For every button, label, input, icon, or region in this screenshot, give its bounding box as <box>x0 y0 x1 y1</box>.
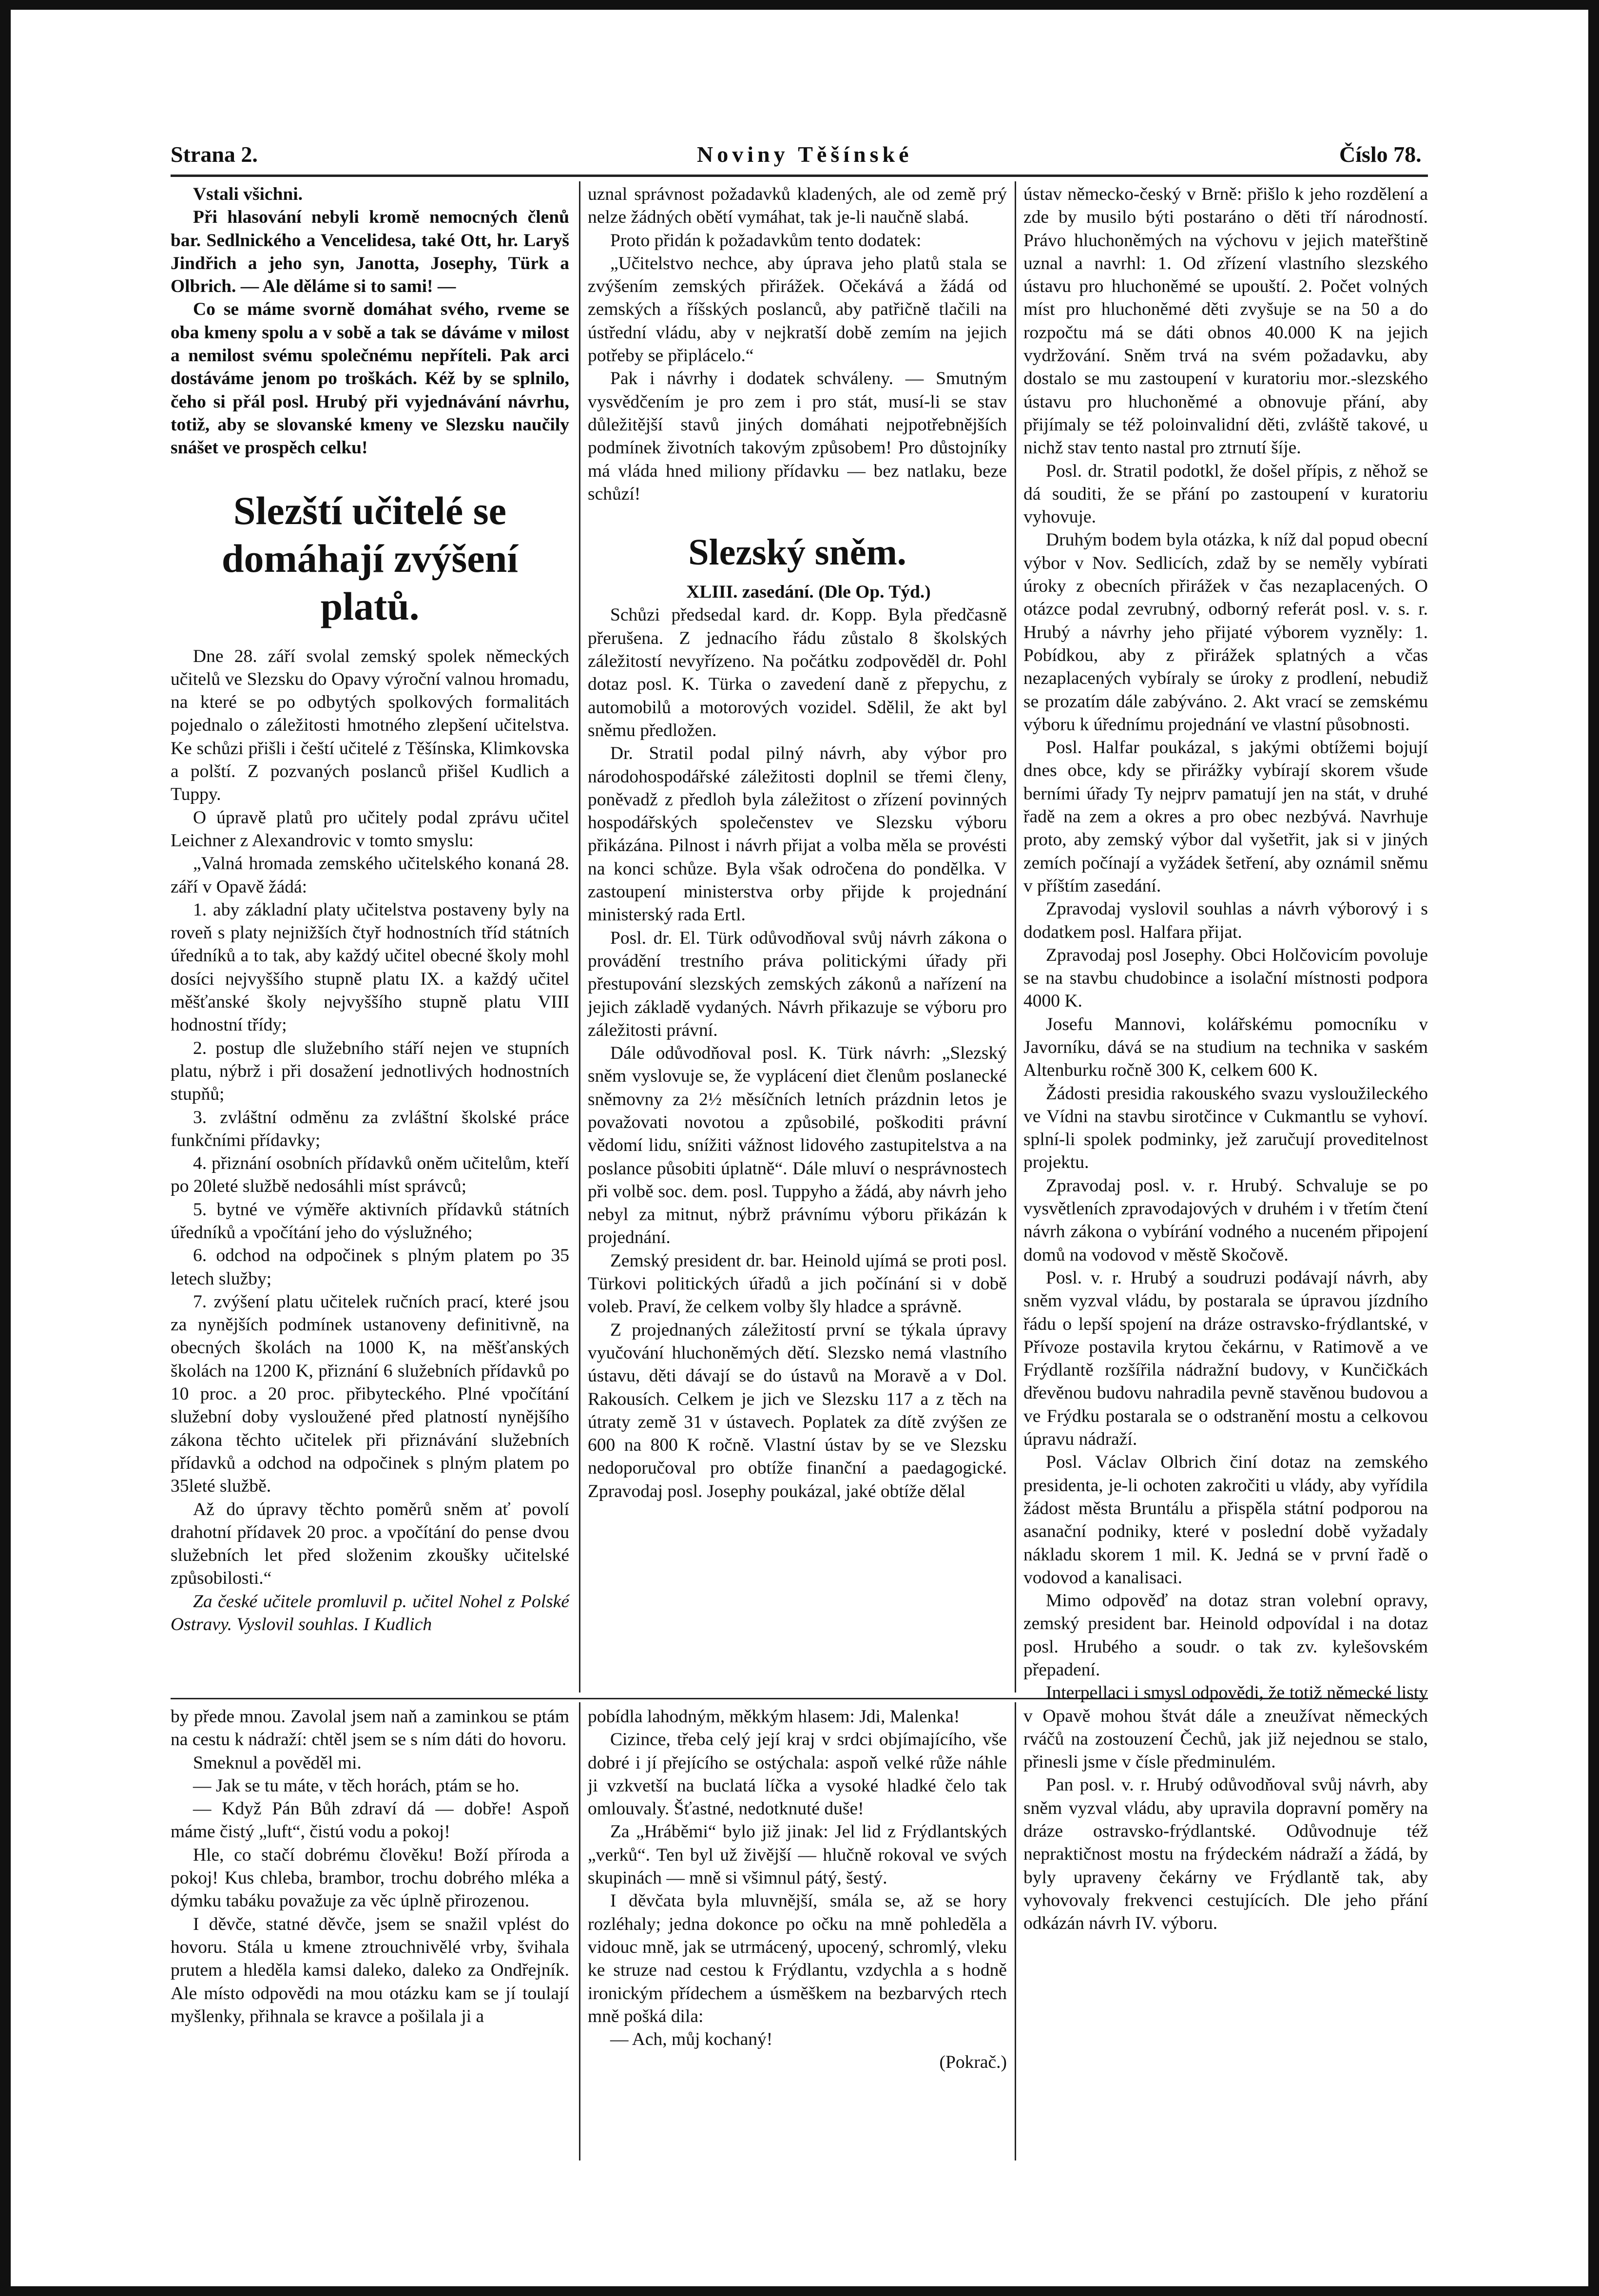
article-text: Posl. Václav Olbrich činí dotaz na zemského presidenta, je-li ochoten zakročiti u vlády, aby vyřídila žádost města Bruntálu a přispěla státní podporou na asanační podniky, které v poslední době vyžadaly nákladu skorem 1 mil. K. Jedná se v první řadě o vodovod a kanalisaci. <box>1023 1452 1428 1588</box>
article-text: O úpravě platů pro učitely podal zprávu učitel Leichner z Alexandrovic v tomto smyslu: <box>171 807 569 851</box>
story-text: I děvče, statné děvče, jsem se snažil vplést do hovoru. Stála u kmene ztrouchnivělé vrby, švihala prutem a hleděla kamsi daleko, daleko za Ondřejník. Ale místo odpovědi na mou otázku kam se jí toulají myšlenky, přihnala se kravce a pošilala ji a <box>171 1914 569 2026</box>
story-text: — Jak se tu máte, v těch horách, ptám se ho. <box>193 1775 520 1796</box>
column-1 <box>171 183 569 1694</box>
headline-diet: Slezský sněm. <box>688 532 906 573</box>
headline-teachers: Slezští učitelé se domáhají zvýšení platů. <box>221 488 519 628</box>
article-text: Posl. dr. Stratil podotkl, že došel přípis, z něhož se dá souditi, že se přání po zastoupení v kuratoriu vyhovuje. <box>1023 461 1428 527</box>
article-text: ústav německo-český v Brně: přišlo k jeho rozdělení a zde by musilo býti postaráno o děti tří národností. Právo hluchoněmých na výchovu v jejich mateřštině uznal a navrhl: 1. Od zřízení vlastního slezského ústavu pro hluchoněmé se upouští. 2. Počet volných míst pro hluchoněmé děti zvyšuje se na 50 a do rozpočtu má se dáti obnos 40.000 K na jejich vydržování. Sněm trvá na svém požadavku, aby dostalo se mu zastoupení v kuratoriu mor.-slezského ústavu pro hluchoněmé a obnovuje přání, aby přijímaly se též poloinvalidní děti, zvláště takové, u nichž stav tento nastal pro ztrnutí šíje. <box>1023 184 1428 458</box>
story-text: Hle, co stačí dobrému člověku! Boží příroda a pokoj! Kus chleba, brambor, trochu dobrého mléka a dýmku tabáku považuje za věc úplně přirozenou. <box>171 1845 569 1911</box>
article-text: 2. postup dle služebního stáří nejen ve stupních platu, nýbrž i při dosažení jednotlivých hodnostních stupňů; <box>171 1038 569 1105</box>
article-text: Interpellaci i smysl odpovědi, že totiž německé listy v Opavě mohou štvát dále a zneužívat německých rváčů na zostouzení Čechů, jak již nejednou se stalo, přinesli jsme v čísle předminulém. <box>1023 1683 1428 1772</box>
story-text: pobídla lahodným, měkkým hlasem: Jdi, Malenka! <box>588 1707 960 1727</box>
scan-border-bottom <box>0 2286 1599 2296</box>
article-text: Z projednaných záležitostí první se týkala úpravy vyučování hluchoněmých dětí. Slezsko nemá vlastního ústavu, děti dávají se do ústavů na Moravě a v Dol. Rakousích. Celkem je jich ve Slezsku 117 a z těch na útraty země 31 v ústavech. Poplatek za dítě zvýšen ze 600 na 800 K ročně. Vlastní ústav by se ve Slezsku nedoporučoval pro obtíže finanční a paedagogické. Zpravodaj posl. Josephy poukázal, jaké obtíže dělal <box>588 1320 1007 1501</box>
article-text: Za české učitele promluvil p. učitel Nohel z Polské Ostravy. Vyslovil souhlas. I Kudlich <box>171 1591 569 1635</box>
article-text: Zpravodaj posl Josephy. Obci Holčovicím povoluje se na stavbu chudobince a isolační místnosti podpora 4000 K. <box>1023 945 1428 1012</box>
column-2 <box>588 183 1007 1694</box>
header-rule <box>171 175 1428 177</box>
article-text: Posl. Halfar poukázal, s jakými obtížemi bojují dnes obce, kdy se přirážky vybírají skorem všude berními úřady Ty nejprv pamatují jen na stát, v druhé řadě na zem a okres a pro obec nezbývá. Navrhuje proto, aby zemský výbor dal vyšetřit, jak si v jiných zemích počínají a vyžádek šetření, aby oznámil sněmu v příštím zasedání. <box>1023 738 1428 896</box>
column-3 <box>1023 183 1428 1934</box>
column-rule-1 <box>579 181 580 1693</box>
article-text: 1. aby základní platy učitelstva postaveny byly na roveň s platy nejnižších čtyř hodnostních tříd státních úředníků a to tak, aby každý učitel obecné školy mohl dosíci nejvyššího stupně platu IX. a každý učitel měšťanské školy nejvyššího stupně platu VIII hodnostní třídy; <box>171 899 569 1035</box>
scan-border-right <box>1588 0 1599 2296</box>
article-text: Zemský president dr. bar. Heinold ujímá se proti posl. Türkovi politických úřadů a jich počínání si v době voleb. Praví, že celkem volby šly hladce a správně. <box>588 1250 1007 1317</box>
page-number: Strana 2. <box>171 142 258 167</box>
article-text: Mimo odpověď na dotaz stran volební opravy, zemský president bar. Heinold odpovídal i na dotaz posl. Hrubého a soudr. o tak zv. kylešovském přepadení. <box>1023 1591 1428 1680</box>
article-text: uznal správnost požadavků kladených, ale od země prý nelze žádných obětí vymáhat, tak je-li naučně slabá. <box>588 184 1007 228</box>
article-text: 4. přiznání osobních přídavků oněm učitelům, kteří po 20leté službě nedosáhli míst správců; <box>171 1153 569 1197</box>
story-text: — Když Pán Bůh zdraví dá — dobře! Aspoň máme čistý „luft“, čistú vodu a pokoj! <box>171 1799 569 1842</box>
story-text: Za „Hráběmi“ bylo již jinak: Jel lid z Frýdlantských „verků“. Ten byl už živější — hlučně rokoval ve svých skupinách — mně si všimnul pátý, šestý. <box>588 1822 1007 1888</box>
article-text: 7. zvýšení platu učitelek ručních prací, které jsou za nynějších podmínek ustanoveny definitivně, na obecných školách na 1000 K, na měšťanských školách na 1200 K, přiznání 6 služebních přídavků po 10 proc. a 20 proc. přibyteckého. Plné vpočítání služební doby vysloužené před platností nynějšího zákona těchto učitelek při přiznávání služebních přídavků a odchod na odpočinek s plným platem po 35leté službě. <box>171 1291 569 1497</box>
article-text: Až do úpravy těchto poměrů sněm ať povolí drahotní přídavek 20 proc. a vpočítání do pense dvou služebních let před složenim zkoušky učitelské způsobilosti.“ <box>171 1499 569 1589</box>
article-text: 5. bytné ve výměře aktivních přídavků státních úředníků a vpočítání jeho do výslužného; <box>171 1199 569 1243</box>
story-text: — Ach, můj kochaný! <box>610 2029 773 2050</box>
article-text: Dr. Stratil podal pilný návrh, aby výbor pro národohospodářské záležitosti doplnil se třemi členy, poněvadž z předloh byla záležitost o zřízení povinných hospodářských společenstev ve Slezsku výboru přikázána. Pilnost i návrh přijat a volba měla se provésti na konci schůze. Byla však odročena do pondělka. V zastoupení ministerstva orby přijde k projednání ministerský rada Ertl. <box>588 743 1007 925</box>
story-text: by přede mnou. Zavolal jsem naň a zaminkou se ptám na cestu k nádraží: chtěl jsem se s ním dáti do hovoru. <box>171 1707 569 1750</box>
article-text: 6. odchod na odpočinek s plným platem po 35 letech služby; <box>171 1245 569 1289</box>
article-text: Dne 28. září svolal zemský spolek německých učitelů ve Slezsku do Opavy výroční valnou hromadu, na které se po odbytých spolkových formalitách pojednalo o záležitosti hmotného zlepšení učitelstva. Ke schůzi přišli i čeští učitelé z Těšínska, Klimkovska a polští. Z pozvaných poslanců přišel Kudlich a Tuppy. <box>171 646 569 805</box>
story-text: Smeknul a pověděl mi. <box>193 1752 362 1773</box>
article-text: „Učitelstvo nechce, aby úprava jeho platů stala se zvýšením zemských přirážek. Očekává a žádá od zemských a říšských poslanců, aby patřičně tlačili na ústřední vládu, aby v nejkratší době zemím na jejich potřeby se připlácelo.“ <box>588 253 1007 366</box>
article-text: Zpravodaj posl. v. r. Hrubý. Schvaluje se po vysvětleních zpravodajových v druhém i v třetím čtení návrh zákona o vybírání vodného a nuceném připojení domů na vodovod v městě Skočově. <box>1023 1175 1428 1265</box>
article-text: Pak i návrhy i dodatek schváleny. — Smutným vysvědčením je pro zem i pro stát, musí-li se stav důležitější stavů jiných domáhati nejpotřebnějších podmínek životních takovým způsobem! Pro důstojníky má vláda hned miliony přídavku — bez natlaku, beze schůzí! <box>588 369 1007 504</box>
scan-border-top <box>0 0 1599 10</box>
article-text: Co se máme svorně domáhat svého, rveme se oba kmeny spolu a v sobě a tak se dáváme v milost a nemilost svému společnému nepříteli. Pak arci dostáváme jenom po troškách. Kéž by se splnilo, čeho si přál posl. Hrubý při vyjednávání návrhu, totiž, aby se slovanské kmeny ve Slezsku naučily snášet ve prospěch celku! <box>171 299 569 458</box>
column-rule-2 <box>1015 181 1016 1693</box>
article-text: 3. zvláštní odměnu za zvláštní školské práce funkčními přídavky; <box>171 1107 569 1150</box>
article-text: Pan posl. v. r. Hrubý odůvodňoval svůj návrh, aby sněm vyzval vládu, aby upravila dopravní poměry na dráze ostravsko-frýdlantské. Odůvodnuje též nepraktičnost mostu na frýdeckém nádraží a žádá, by byly upraveny čekárny ve Frýdlantě tak, aby vyhovovaly frekvenci cestujících. Dle jeho přání odkázán návrh IV. výboru. <box>1023 1775 1428 1934</box>
feuilleton-column-rule-2 <box>1015 1702 1016 2160</box>
scan-border-left <box>0 0 11 2296</box>
continuation-note: (Pokrač.) <box>939 2052 1007 2073</box>
session-subtitle: XLIII. zasedání. (Dle Op. Týd.) <box>686 582 931 603</box>
feuilleton-column-rule-1 <box>579 1702 580 2160</box>
article-text: Posl. dr. El. Türk odůvodňoval svůj návrh zákona o provádění trestního práva politickými úřady při přestupování slezských zemských zákonů a nařízení na jejich základě vydaných. Návrh přikazuje se výboru pro záležitosti právní. <box>588 928 1007 1040</box>
article-text: Při hlasování nebyli kromě nemocných členů bar. Sedlnického a Vencelidesa, také Ott, hr. Laryš Jindřich a jeho syn, Janotta, Josephy, Türk a Olbrich. — Ale děláme si to sami! — <box>171 207 569 297</box>
article-text: Schůzi předsedal kard. dr. Kopp. Byla předčasně přerušena. Z jednacího řádu zůstalo 8 školských záležitostí nevyřízeno. Na počátku zodpověděl dr. Pohl dotaz posl. K. Türka o zavedení daně z přepychu, z automobilů a motorových vozidel. Sdělil, že akt byl sněmu předložen. <box>588 605 1007 740</box>
article-text: Vstali všichni. <box>193 184 303 204</box>
story-text: Cizince, třeba celý její kraj v srdci objímajícího, vše dobré i jí přejícího se ostýchala: aspoň velké růže náhle ji vzkvetší na buclatá líčka a vysoké hladké čelo tak omlouvaly. Šťastné, nedotknuté duše! <box>588 1730 1007 1819</box>
feuilleton-column-2 <box>588 1705 1007 2163</box>
article-text: Josefu Mannovi, kolářskému pomocníku v Javorníku, dává se na studium na technika v saském Altenburku ročně 300 K, celkem 600 K. <box>1023 1014 1428 1081</box>
article-text: Žádosti presidia rakouského svazu vysloužileckého ve Vídni na stavbu sirotčince v Cukmantlu se vyhoví. splní-li spolek podminky, jež zaručují proveditelnost projektu. <box>1023 1083 1428 1173</box>
newspaper-title: Noviny Těšínské <box>697 142 913 167</box>
article-text: Dále odůvodňoval posl. K. Türk návrh: „Slezský sněm vyslovuje se, že vyplácení diet členům poslanecké sněmovny za 2½ měsíčních letních prázdnin letos je považovati novotou a způsobilé, poškoditi právní vědomí lidu, snížiti vážnost lidového zastupitelstva a na poslance působiti úplatně“. Dále mluví o nesprávnostech při volbě soc. dem. posl. Tuppyho a žádá, aby návrh jeho nebyl za mitnut, nýbrž právnímu výboru přikázán k projednání. <box>588 1043 1007 1248</box>
article-text: Zpravodaj vyslovil souhlas a návrh výborový i s dodatkem posl. Halfara přijat. <box>1023 899 1428 942</box>
story-text: I děvčata byla mluvnější, smála se, až se hory rozléhaly; jedna dokonce po očku na mně pohleděla a vidouc mně, jak se utrmácený, upocený, schromlý, vleku ke struze nad cestou k Frýdlantu, vzdychla a s hodně ironickým přídechem a úsměškem na bezbarvých rtech mně pošká dila: <box>588 1891 1007 2026</box>
feuilleton-column-1 <box>171 1705 569 2163</box>
issue-number: Číslo 78. <box>1339 142 1422 167</box>
article-text: Posl. v. r. Hrubý a soudruzi podávají návrh, aby sněm vyzval vládu, by postarala se úpravou jízdního řádu o lepší spojení na dráze ostravsko-frýdlantské, v Přívoze postavila krytou čekárnu, v Ratimově a ve Frýdlantě rozšířila nádražní budovy, v Kunčičkách dřevěnou budovu nahradila pevně stavěnou budovou a ve Frýdku postarala se o odstranění mostu a celkovou úpravu nádraží. <box>1023 1267 1428 1450</box>
article-text: Druhým bodem byla otázka, k níž dal popud obecní výbor v Nov. Sedlicích, zdaž by se neměly vybírati úroky z obecních přirážek v čas nezaplacených. O otázce podal zevrubný, odborný referát posl. v. s. r. Hrubý a návrhy jeho přijaté výborem vyzněly: 1. Pobídkou, aby z přirážek splatných a včas nezaplacených vybíraly se úroky z prodlení, nebudiž se prozatím dále zabýváno. 2. Akt vrací se zemskému výboru k úřednímu projednání ve vlastní působnosti. <box>1023 530 1428 735</box>
article-text: Proto přidán k požadavkům tento dodatek: <box>610 230 922 251</box>
article-text: „Valná hromada zemského učitelského konaná 28. září v Opavě žádá: <box>171 854 569 897</box>
